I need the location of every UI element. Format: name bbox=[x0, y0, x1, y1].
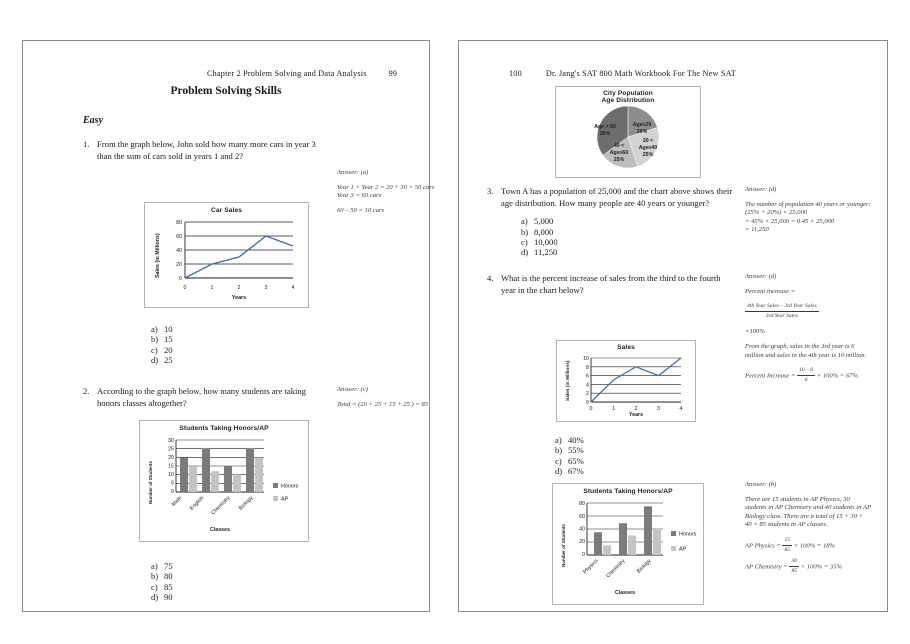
choice-2b[interactable] bbox=[151, 571, 173, 581]
choice-3d-value: 11,250 bbox=[534, 247, 558, 258]
svg-text:15: 15 bbox=[168, 463, 174, 470]
running-head-right bbox=[509, 69, 736, 78]
answer-2-head: Answer: (c) bbox=[337, 386, 368, 393]
choice-4b[interactable] bbox=[555, 445, 584, 455]
svg-text:20: 20 bbox=[168, 455, 174, 461]
answer-4-fraction bbox=[745, 302, 871, 320]
answer-1-line-2: 60 – 50 = 10 cars bbox=[337, 206, 385, 214]
svg-text:0: 0 bbox=[171, 489, 174, 495]
choice-1b-label: b) bbox=[151, 334, 159, 345]
chart-pie-title: City Population bbox=[603, 90, 653, 97]
choice-1a-label: a) bbox=[151, 324, 158, 334]
ytick-60: 60 bbox=[176, 234, 182, 240]
answer-2 bbox=[337, 386, 453, 415]
svg-text:0: 0 bbox=[582, 552, 585, 558]
choice-3d[interactable] bbox=[521, 247, 737, 257]
choice-1a-value: 10 bbox=[164, 324, 173, 334]
choice-3c-value: 10,000 bbox=[534, 237, 558, 247]
chart-honors-1-title: Students Taking Honors/AP bbox=[179, 425, 269, 432]
choice-1d[interactable] bbox=[151, 355, 173, 365]
question-1-choices bbox=[151, 324, 173, 366]
answer-3-line-0: The number of population 40 years or younger: bbox=[745, 200, 871, 208]
answer-1-head: Answer: (a) bbox=[337, 169, 369, 176]
svg-text:20: 20 bbox=[579, 539, 585, 546]
answer-5 bbox=[745, 481, 871, 581]
svg-text:English: English bbox=[188, 495, 206, 512]
choice-2d-value: 90 bbox=[164, 592, 173, 603]
choice-4d-label: d) bbox=[555, 466, 563, 477]
answer-5-ap-chem bbox=[745, 557, 871, 575]
legend-honors: Honors bbox=[281, 483, 299, 490]
page-title: Problem Solving Skills bbox=[170, 85, 282, 97]
question-3-choices bbox=[521, 216, 737, 258]
page-right bbox=[458, 40, 888, 612]
choice-3b[interactable] bbox=[521, 227, 737, 237]
ytick-80: 80 bbox=[176, 220, 182, 226]
choice-1a[interactable] bbox=[151, 324, 173, 334]
choice-4a-value: 40% bbox=[568, 435, 584, 445]
answer-4-fraction-num: 4th Year Sales – 3rd Year Sales bbox=[745, 302, 819, 312]
choice-3b-value: 8,000 bbox=[534, 226, 554, 237]
chart-honors-1-xlabel: Classes bbox=[209, 527, 231, 533]
choice-3a-value: 5,000 bbox=[534, 216, 554, 227]
choice-3c-label: c) bbox=[521, 237, 528, 247]
chart-sales-title: Sales bbox=[617, 344, 635, 351]
svg-text:Chemistry: Chemistry bbox=[605, 558, 627, 580]
pie-percent-age-60: 30% bbox=[599, 131, 611, 137]
choice-1b-value: 15 bbox=[164, 334, 173, 345]
question-4-choices bbox=[555, 435, 584, 477]
question-1-number: 1. bbox=[83, 139, 90, 149]
svg-text:5: 5 bbox=[171, 480, 174, 487]
choice-4d-value: 67% bbox=[568, 466, 584, 477]
answer-4-head: Answer: (d) bbox=[745, 273, 777, 280]
answer-4-percent-label: Percent increase = bbox=[745, 287, 796, 295]
svg-text:Physics: Physics bbox=[582, 558, 600, 576]
svg-text:0: 0 bbox=[589, 406, 593, 412]
xtick-0: 0 bbox=[183, 285, 187, 291]
svg-text:2: 2 bbox=[586, 391, 589, 398]
pie-percent-20-40: 25% bbox=[642, 152, 654, 158]
choice-4a[interactable] bbox=[555, 435, 584, 445]
chart-honors-2-plot bbox=[553, 495, 703, 599]
choice-2c[interactable] bbox=[151, 582, 173, 592]
ap-chem-suffix: × 100% = 35% bbox=[799, 563, 842, 571]
question-4-number: 4. bbox=[487, 273, 494, 283]
chart-sales-plot bbox=[557, 351, 695, 417]
chart-car-sales-title: Car Sales bbox=[211, 207, 242, 214]
answer-3 bbox=[745, 186, 871, 241]
chart-car-sales-ylabel: Sales (in Millions) bbox=[155, 233, 161, 278]
svg-text:80: 80 bbox=[579, 501, 585, 507]
running-head-left bbox=[207, 69, 397, 78]
pie-percent-age-20: 20% bbox=[636, 129, 648, 135]
choice-4c[interactable] bbox=[555, 456, 584, 466]
svg-text:2: 2 bbox=[634, 406, 638, 412]
answer-3-line-2: = 45% × 25,000 = 0.45 × 25,000 bbox=[745, 217, 835, 225]
question-2-text: According to the graph below, how many students are taking honors classes altogether? bbox=[97, 386, 306, 408]
svg-text:4: 4 bbox=[679, 406, 683, 412]
pie-label-20-40-a: 20 < bbox=[642, 138, 654, 144]
pie-label-age-60: Age > 60 bbox=[594, 124, 616, 130]
choice-3b-label: b) bbox=[521, 226, 529, 237]
answer-2-line-0: Total = (20 + 25 + 15 + 25 ) = 85 bbox=[337, 400, 429, 408]
chart-pie-subtitle: Age Distribution bbox=[601, 97, 655, 104]
ap-chem-prefix: AP Chemistry = bbox=[745, 563, 790, 571]
chart-car-sales-plot bbox=[145, 214, 308, 302]
pie-label-age-20: Age≤20 bbox=[632, 122, 652, 128]
choice-1c-label: c) bbox=[151, 344, 158, 355]
chart-honors-2-xlabel: Classes bbox=[614, 590, 636, 596]
answer-4-final-suffix: × 100% = 67% bbox=[815, 372, 859, 380]
choice-2a[interactable] bbox=[151, 561, 173, 571]
ap-physics-suffix: × 100% = 18% bbox=[792, 542, 836, 550]
question-3-text: Town A has a population of 25,000 and the chart above shows their age distribution. How many people are 40 years or younger? bbox=[501, 186, 733, 208]
question-1-text: From the graph below, John sold how many more cars in year 3 than the sum of cars sold in years 1 and 2? bbox=[97, 139, 316, 161]
svg-text:10: 10 bbox=[583, 356, 589, 362]
choice-2a-value: 75 bbox=[164, 561, 173, 571]
svg-text:4: 4 bbox=[586, 382, 589, 389]
pie-label-40-60-a: 40 < bbox=[613, 143, 625, 149]
answer-4 bbox=[745, 273, 871, 390]
choice-4c-label: c) bbox=[555, 455, 562, 466]
question-1 bbox=[83, 139, 321, 162]
chart-honors-1-plot bbox=[140, 432, 308, 536]
chart-honors-1-ylabel: Number of Students bbox=[148, 460, 153, 504]
page-number-right: 100 bbox=[509, 69, 522, 78]
ap-physics-prefix: AP Physics = bbox=[745, 542, 783, 550]
page-number-left: 99 bbox=[388, 69, 398, 78]
answer-1-line-0: Year 1 + Year 2 = 20 + 30 = 50 cars bbox=[337, 183, 435, 191]
chart-car-sales bbox=[144, 202, 309, 308]
choice-1b[interactable] bbox=[151, 334, 173, 344]
question-3 bbox=[487, 186, 737, 258]
answer-3-line-3: = 11,250 bbox=[745, 226, 769, 234]
svg-text:Biology: Biology bbox=[237, 495, 255, 512]
chart-pie-plot bbox=[556, 104, 700, 172]
pie-percent-40-60: 25% bbox=[613, 157, 625, 163]
xtick-3: 3 bbox=[264, 285, 268, 291]
answer-3-line-1: (25% + 20%) × 25,000 bbox=[745, 209, 808, 217]
ytick-20: 20 bbox=[176, 262, 182, 268]
svg-text:60: 60 bbox=[579, 513, 585, 520]
choice-2c-value: 85 bbox=[164, 581, 173, 592]
chart-honors-2-title: Students Taking Honors/AP bbox=[583, 488, 673, 495]
running-head-text-right: Dr. Jang's SAT 800 Math Workbook For The New SAT bbox=[545, 69, 736, 78]
svg-text:30: 30 bbox=[168, 438, 174, 444]
choice-4a-label: a) bbox=[555, 435, 562, 445]
pie-label-20-40-b: Age≤40 bbox=[638, 145, 658, 151]
answer-4-final-num: 10 – 6 bbox=[797, 366, 815, 376]
chart-car-sales-xlabel: Years bbox=[231, 295, 247, 301]
xtick-2: 2 bbox=[237, 285, 241, 291]
choice-4b-value: 55% bbox=[568, 445, 584, 456]
answer-5-ap-physics bbox=[745, 536, 871, 554]
question-4-text: What is the percent increase of sales from the third to the fourth year in the chart below? bbox=[501, 273, 721, 295]
answer-4-line-0: From the graph, sales in the 3rd year is 6 million and sales in the 4th year is 10 million. bbox=[745, 342, 867, 359]
svg-text:40: 40 bbox=[579, 526, 585, 533]
choice-2c-label: c) bbox=[151, 581, 158, 592]
svg-text:0: 0 bbox=[586, 400, 589, 406]
choice-3c[interactable] bbox=[521, 237, 737, 247]
question-2 bbox=[83, 386, 321, 409]
chart-city-population bbox=[555, 86, 701, 178]
answer-1-line-1: Year 3 = 60 cars bbox=[337, 192, 382, 200]
ap-chem-num: 30 bbox=[789, 557, 799, 567]
chart-sales bbox=[556, 340, 696, 422]
choice-4d[interactable] bbox=[555, 466, 584, 476]
svg-text:6: 6 bbox=[586, 373, 589, 380]
choice-1d-value: 25 bbox=[164, 355, 173, 366]
answer-4-final-prefix: Percent Increase = bbox=[745, 372, 798, 380]
svg-text:3: 3 bbox=[657, 406, 660, 412]
choice-1d-label: d) bbox=[151, 355, 159, 366]
answer-4-final bbox=[745, 366, 871, 384]
svg-text:Biology: Biology bbox=[635, 558, 653, 575]
xtick-4: 4 bbox=[291, 285, 295, 291]
choice-2d-label: d) bbox=[151, 592, 159, 603]
question-2-number: 2. bbox=[83, 386, 90, 396]
answer-4-final-den: 6 bbox=[804, 376, 808, 383]
question-2-choices bbox=[151, 561, 173, 603]
ap-physics-num: 15 bbox=[782, 536, 792, 546]
running-head-text: Chapter 2 Problem Solving and Data Analysis bbox=[207, 69, 367, 78]
choice-3a-label: a) bbox=[521, 216, 528, 227]
chart-honors-2-ylabel: Number of Students bbox=[561, 523, 566, 567]
difficulty-label: Easy bbox=[83, 115, 103, 126]
choice-2b-label: b) bbox=[151, 571, 159, 582]
legend-ap-2: AP bbox=[679, 546, 687, 553]
choice-2d[interactable] bbox=[151, 592, 173, 602]
svg-text:10: 10 bbox=[168, 472, 174, 478]
question-3-number: 3. bbox=[487, 186, 494, 196]
svg-text:1: 1 bbox=[612, 406, 615, 412]
choice-2b-value: 80 bbox=[164, 571, 173, 582]
choice-3a[interactable] bbox=[521, 216, 737, 226]
ytick-40: 40 bbox=[176, 248, 182, 254]
ap-chem-den: 85 bbox=[791, 567, 798, 574]
answer-5-head: Answer: (b) bbox=[745, 481, 777, 488]
choice-1c[interactable] bbox=[151, 345, 173, 355]
answer-4-times: ×100% bbox=[745, 328, 765, 336]
choice-3d-label: d) bbox=[521, 247, 529, 258]
chart-sales-xlabel: Years bbox=[628, 412, 644, 417]
svg-text:Math: Math bbox=[170, 495, 184, 508]
answer-4-fraction-den: 3rd Year Sales bbox=[765, 312, 798, 319]
legend-honors-2: Honors bbox=[679, 531, 697, 538]
legend-ap: AP bbox=[281, 496, 289, 503]
chart-students-honors-ap-2 bbox=[552, 483, 704, 605]
pie-label-40-60-b: Age≤60 bbox=[609, 150, 629, 156]
answer-5-line-0: There are 15 students in AP Physics, 30 students in AP Chemistry and 40 students in AP Biology class. There are a total of 15 + 30 + 40 = 85 students in AP classes. bbox=[745, 495, 871, 529]
chart-sales-ylabel: Sales (in Millions) bbox=[566, 360, 571, 401]
answer-3-head: Answer: (d) bbox=[745, 186, 777, 193]
choice-1c-value: 20 bbox=[164, 344, 173, 355]
choice-4c-value: 65% bbox=[568, 455, 584, 466]
svg-text:Chemistry: Chemistry bbox=[210, 495, 232, 517]
svg-text:8: 8 bbox=[586, 364, 589, 371]
choice-2a-label: a) bbox=[151, 561, 158, 571]
choice-4b-label: b) bbox=[555, 445, 563, 456]
ytick-0: 0 bbox=[179, 276, 182, 282]
svg-text:25: 25 bbox=[168, 446, 174, 453]
page-left bbox=[22, 40, 435, 612]
answer-1 bbox=[337, 169, 447, 221]
ap-physics-den: 85 bbox=[784, 546, 791, 553]
question-4 bbox=[487, 273, 737, 296]
chart-students-honors-ap-1 bbox=[139, 420, 309, 542]
xtick-1: 1 bbox=[210, 285, 214, 291]
